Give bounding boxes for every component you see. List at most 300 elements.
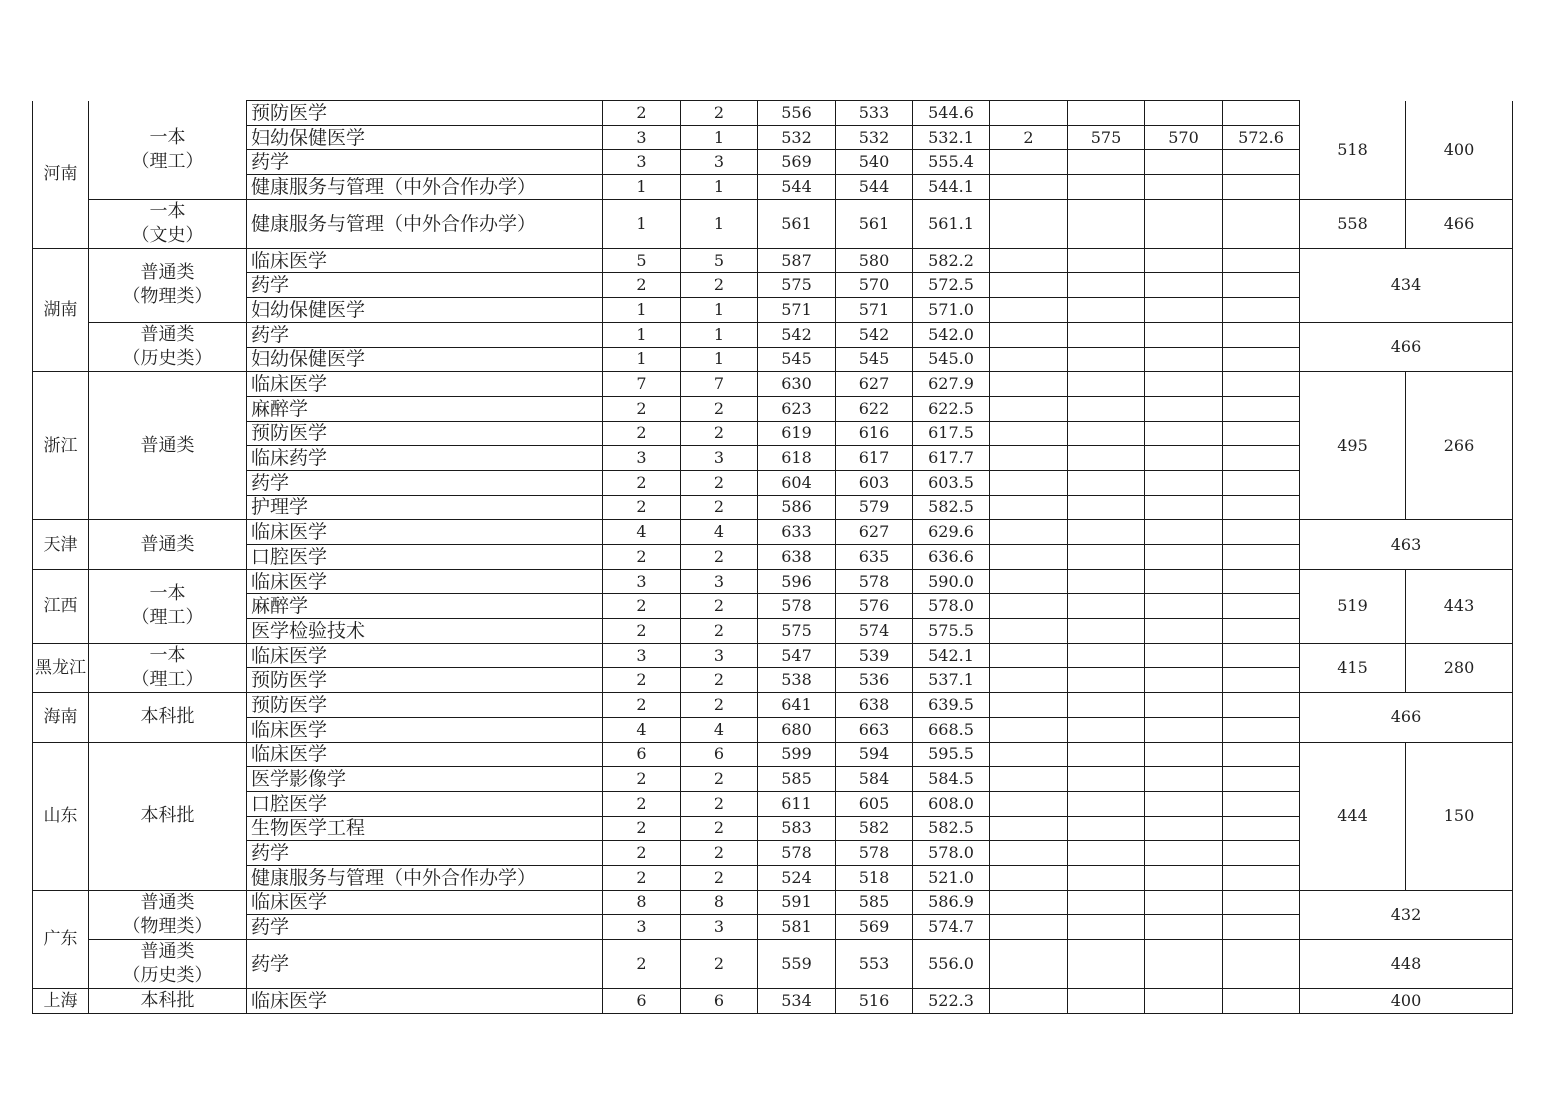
extra-max-cell [1068, 396, 1145, 421]
extra-avg-cell [1223, 495, 1300, 520]
min-score-cell: 533 [836, 101, 913, 126]
max-score-cell: 585 [758, 767, 836, 792]
batch-label-line: （历史类） [122, 348, 213, 369]
extra-avg-cell [1223, 693, 1300, 718]
plan-count-cell: 3 [603, 569, 681, 594]
max-score-cell: 599 [758, 742, 836, 767]
table-row [33, 693, 1513, 718]
province-cell: 江西 [33, 569, 89, 643]
table-row [33, 372, 1513, 397]
batch-cell [89, 569, 247, 643]
extra-count-cell [990, 273, 1068, 298]
extra-max-cell [1068, 199, 1145, 248]
province-cell: 黑龙江 [33, 643, 89, 692]
major-cell: 药学 [247, 150, 603, 175]
control-line-a-cell: 444 [1300, 742, 1406, 890]
table-row [33, 865, 1513, 890]
major-cell: 麻醉学 [247, 594, 603, 619]
batch-label-line: 普通类 [140, 262, 195, 284]
extra-max-cell [1068, 865, 1145, 890]
min-score-cell: 584 [836, 767, 913, 792]
extra-max-cell [1068, 175, 1145, 200]
extra-min-cell [1145, 940, 1223, 989]
extra-count-cell [990, 841, 1068, 866]
plan-count-cell: 7 [603, 372, 681, 397]
avg-score-cell: 572.5 [913, 273, 990, 298]
min-score-cell: 571 [836, 298, 913, 323]
min-score-cell: 617 [836, 446, 913, 471]
extra-max-cell [1068, 545, 1145, 570]
extra-count-cell [990, 989, 1068, 1014]
table-row [33, 446, 1513, 471]
min-score-cell: 578 [836, 569, 913, 594]
extra-min-cell [1145, 175, 1223, 200]
admitted-count-cell: 2 [681, 101, 758, 126]
plan-count-cell: 2 [603, 841, 681, 866]
plan-count-cell: 2 [603, 421, 681, 446]
avg-score-cell: 595.5 [913, 742, 990, 767]
table-row [33, 717, 1513, 742]
extra-max-cell [1068, 989, 1145, 1014]
extra-min-cell [1145, 668, 1223, 693]
min-score-cell: 579 [836, 495, 913, 520]
extra-count-cell [990, 890, 1068, 915]
batch-label-line: （历史类） [122, 965, 213, 986]
extra-min-cell [1145, 619, 1223, 644]
max-score-cell: 623 [758, 396, 836, 421]
extra-max-cell [1068, 322, 1145, 347]
avg-score-cell: 603.5 [913, 470, 990, 495]
extra-max-cell [1068, 890, 1145, 915]
table-row [33, 643, 1513, 668]
extra-min-cell [1145, 890, 1223, 915]
extra-max-cell [1068, 446, 1145, 471]
batch-label-line: 一本 [149, 200, 186, 222]
extra-count-cell [990, 446, 1068, 471]
extra-min-cell [1145, 717, 1223, 742]
max-score-cell: 587 [758, 248, 836, 273]
extra-avg-cell [1223, 248, 1300, 273]
extra-max-cell [1068, 470, 1145, 495]
extra-max-cell [1068, 940, 1145, 989]
min-score-cell: 553 [836, 940, 913, 989]
min-score-cell: 561 [836, 199, 913, 248]
major-cell: 妇幼保健医学 [247, 125, 603, 150]
table-row [33, 520, 1513, 545]
max-score-cell: 569 [758, 150, 836, 175]
batch-cell [89, 101, 247, 200]
extra-min-cell: 570 [1145, 125, 1223, 150]
batch-label-line: （物理类） [122, 915, 213, 937]
admitted-count-cell: 2 [681, 693, 758, 718]
table-row [33, 915, 1513, 940]
avg-score-cell: 617.7 [913, 446, 990, 471]
extra-min-cell [1145, 322, 1223, 347]
province-cell: 广东 [33, 890, 89, 988]
extra-count-cell [990, 915, 1068, 940]
extra-min-cell [1145, 421, 1223, 446]
extra-count-cell [990, 298, 1068, 323]
max-score-cell: 641 [758, 693, 836, 718]
extra-max-cell [1068, 619, 1145, 644]
max-score-cell: 534 [758, 989, 836, 1014]
extra-min-cell [1145, 989, 1223, 1014]
plan-count-cell: 2 [603, 396, 681, 421]
major-cell: 药学 [247, 273, 603, 298]
avg-score-cell: 555.4 [913, 150, 990, 175]
admitted-count-cell: 2 [681, 791, 758, 816]
batch-label-line: 普通类 [140, 434, 195, 456]
plan-count-cell: 3 [603, 150, 681, 175]
max-score-cell: 578 [758, 841, 836, 866]
min-score-cell: 570 [836, 273, 913, 298]
batch-label-line: 本科批 [140, 990, 195, 1011]
extra-count-cell [990, 717, 1068, 742]
avg-score-cell: 617.5 [913, 421, 990, 446]
extra-avg-cell [1223, 717, 1300, 742]
admitted-count-cell: 3 [681, 643, 758, 668]
min-score-cell: 582 [836, 816, 913, 841]
extra-min-cell [1145, 520, 1223, 545]
extra-count-cell [990, 619, 1068, 644]
extra-avg-cell [1223, 446, 1300, 471]
batch-cell [89, 940, 247, 989]
table-body [33, 101, 1513, 1014]
avg-score-cell: 629.6 [913, 520, 990, 545]
batch-cell [89, 989, 247, 1014]
admitted-count-cell: 1 [681, 347, 758, 372]
extra-min-cell [1145, 865, 1223, 890]
extra-avg-cell [1223, 396, 1300, 421]
table-row [33, 742, 1513, 767]
plan-count-cell: 2 [603, 101, 681, 126]
extra-count-cell: 2 [990, 125, 1068, 150]
batch-cell [89, 693, 247, 742]
extra-min-cell [1145, 791, 1223, 816]
extra-count-cell [990, 495, 1068, 520]
table-row [33, 347, 1513, 372]
avg-score-cell: 636.6 [913, 545, 990, 570]
major-cell: 生物医学工程 [247, 816, 603, 841]
extra-count-cell [990, 940, 1068, 989]
min-score-cell: 635 [836, 545, 913, 570]
avg-score-cell: 542.1 [913, 643, 990, 668]
extra-min-cell [1145, 643, 1223, 668]
avg-score-cell: 582.2 [913, 248, 990, 273]
plan-count-cell: 8 [603, 890, 681, 915]
plan-count-cell: 2 [603, 940, 681, 989]
extra-min-cell [1145, 767, 1223, 792]
max-score-cell: 547 [758, 643, 836, 668]
extra-min-cell [1145, 396, 1223, 421]
max-score-cell: 630 [758, 372, 836, 397]
major-cell: 药学 [247, 841, 603, 866]
plan-count-cell: 2 [603, 619, 681, 644]
extra-count-cell [990, 791, 1068, 816]
table-row [33, 545, 1513, 570]
major-cell: 预防医学 [247, 101, 603, 126]
extra-count-cell [990, 594, 1068, 619]
extra-avg-cell [1223, 619, 1300, 644]
extra-avg-cell [1223, 150, 1300, 175]
extra-count-cell [990, 742, 1068, 767]
extra-avg-cell [1223, 865, 1300, 890]
control-line-a-cell: 519 [1300, 569, 1406, 643]
control-line-b-cell: 150 [1406, 742, 1513, 890]
max-score-cell: 583 [758, 816, 836, 841]
plan-count-cell: 1 [603, 298, 681, 323]
batch-label-line: 本科批 [140, 805, 195, 827]
table-row [33, 470, 1513, 495]
control-line-cell: 400 [1300, 989, 1513, 1014]
max-score-cell: 591 [758, 890, 836, 915]
extra-count-cell [990, 347, 1068, 372]
extra-avg-cell [1223, 372, 1300, 397]
max-score-cell: 575 [758, 619, 836, 644]
min-score-cell: 540 [836, 150, 913, 175]
extra-min-cell [1145, 372, 1223, 397]
table-row [33, 273, 1513, 298]
extra-min-cell [1145, 495, 1223, 520]
extra-min-cell [1145, 594, 1223, 619]
table-row [33, 569, 1513, 594]
extra-avg-cell [1223, 668, 1300, 693]
admitted-count-cell: 3 [681, 569, 758, 594]
avg-score-cell: 544.1 [913, 175, 990, 200]
plan-count-cell: 2 [603, 273, 681, 298]
avg-score-cell: 668.5 [913, 717, 990, 742]
province-cell: 海南 [33, 693, 89, 742]
plan-count-cell: 1 [603, 347, 681, 372]
table-row [33, 421, 1513, 446]
major-cell: 口腔医学 [247, 791, 603, 816]
max-score-cell: 680 [758, 717, 836, 742]
max-score-cell: 619 [758, 421, 836, 446]
max-score-cell: 561 [758, 199, 836, 248]
batch-label-line: （文史） [131, 224, 204, 246]
batch-cell [89, 199, 247, 248]
major-cell: 健康服务与管理（中外合作办学） [247, 865, 603, 890]
extra-avg-cell [1223, 322, 1300, 347]
avg-score-cell: 542.0 [913, 322, 990, 347]
min-score-cell: 545 [836, 347, 913, 372]
extra-max-cell [1068, 273, 1145, 298]
major-cell: 健康服务与管理（中外合作办学） [247, 175, 603, 200]
major-cell: 药学 [247, 322, 603, 347]
table-row [33, 101, 1513, 126]
extra-max-cell [1068, 150, 1145, 175]
extra-max-cell [1068, 791, 1145, 816]
batch-cell [89, 742, 247, 890]
extra-min-cell [1145, 248, 1223, 273]
extra-count-cell [990, 175, 1068, 200]
avg-score-cell: 574.7 [913, 915, 990, 940]
province-cell: 山东 [33, 742, 89, 890]
admitted-count-cell: 4 [681, 717, 758, 742]
max-score-cell: 524 [758, 865, 836, 890]
control-line-cell: 466 [1300, 693, 1513, 742]
batch-label-line: 普通类 [140, 533, 195, 555]
plan-count-cell: 5 [603, 248, 681, 273]
plan-count-cell: 4 [603, 520, 681, 545]
min-score-cell: 580 [836, 248, 913, 273]
admitted-count-cell: 1 [681, 125, 758, 150]
extra-avg-cell [1223, 841, 1300, 866]
max-score-cell: 633 [758, 520, 836, 545]
extra-max-cell [1068, 816, 1145, 841]
admitted-count-cell: 7 [681, 372, 758, 397]
extra-avg-cell [1223, 767, 1300, 792]
province-cell: 浙江 [33, 372, 89, 520]
extra-avg-cell [1223, 470, 1300, 495]
admitted-count-cell: 4 [681, 520, 758, 545]
extra-min-cell [1145, 101, 1223, 126]
major-cell: 预防医学 [247, 693, 603, 718]
avg-score-cell: 545.0 [913, 347, 990, 372]
extra-max-cell [1068, 520, 1145, 545]
major-cell: 医学检验技术 [247, 619, 603, 644]
table-row [33, 767, 1513, 792]
plan-count-cell: 2 [603, 668, 681, 693]
max-score-cell: 638 [758, 545, 836, 570]
batch-label-line: 普通类 [140, 941, 195, 962]
admitted-count-cell: 3 [681, 915, 758, 940]
extra-min-cell [1145, 693, 1223, 718]
extra-count-cell [990, 816, 1068, 841]
extra-avg-cell [1223, 915, 1300, 940]
extra-count-cell [990, 101, 1068, 126]
table-row [33, 890, 1513, 915]
admitted-count-cell: 1 [681, 199, 758, 248]
avg-score-cell: 608.0 [913, 791, 990, 816]
plan-count-cell: 1 [603, 199, 681, 248]
extra-min-cell [1145, 446, 1223, 471]
avg-score-cell: 575.5 [913, 619, 990, 644]
plan-count-cell: 2 [603, 470, 681, 495]
extra-count-cell [990, 668, 1068, 693]
extra-count-cell [990, 150, 1068, 175]
extra-max-cell [1068, 495, 1145, 520]
plan-count-cell: 2 [603, 791, 681, 816]
extra-max-cell [1068, 717, 1145, 742]
max-score-cell: 596 [758, 569, 836, 594]
table-row [33, 989, 1513, 1014]
avg-score-cell: 521.0 [913, 865, 990, 890]
extra-max-cell [1068, 248, 1145, 273]
plan-count-cell: 2 [603, 545, 681, 570]
min-score-cell: 605 [836, 791, 913, 816]
extra-max-cell [1068, 298, 1145, 323]
extra-max-cell [1068, 841, 1145, 866]
plan-count-cell: 3 [603, 915, 681, 940]
table-row [33, 175, 1513, 200]
extra-count-cell [990, 693, 1068, 718]
batch-cell [89, 643, 247, 692]
extra-avg-cell [1223, 791, 1300, 816]
major-cell: 临床医学 [247, 569, 603, 594]
min-score-cell: 627 [836, 372, 913, 397]
max-score-cell: 571 [758, 298, 836, 323]
admitted-count-cell: 2 [681, 495, 758, 520]
max-score-cell: 581 [758, 915, 836, 940]
plan-count-cell: 3 [603, 125, 681, 150]
major-cell: 药学 [247, 470, 603, 495]
plan-count-cell: 1 [603, 322, 681, 347]
extra-max-cell [1068, 643, 1145, 668]
extra-avg-cell [1223, 890, 1300, 915]
plan-count-cell: 2 [603, 865, 681, 890]
batch-label-line: （物理类） [122, 286, 213, 308]
admitted-count-cell: 2 [681, 767, 758, 792]
batch-label-line: 一本 [149, 644, 186, 666]
avg-score-cell: 627.9 [913, 372, 990, 397]
extra-avg-cell [1223, 989, 1300, 1014]
avg-score-cell: 578.0 [913, 841, 990, 866]
extra-avg-cell [1223, 175, 1300, 200]
admitted-count-cell: 3 [681, 446, 758, 471]
avg-score-cell: 537.1 [913, 668, 990, 693]
major-cell: 医学影像学 [247, 767, 603, 792]
extra-avg-cell [1223, 421, 1300, 446]
extra-count-cell [990, 421, 1068, 446]
batch-label-line: 一本 [149, 126, 186, 148]
avg-score-cell: 578.0 [913, 594, 990, 619]
admitted-count-cell: 1 [681, 175, 758, 200]
min-score-cell: 627 [836, 520, 913, 545]
extra-max-cell [1068, 347, 1145, 372]
extra-avg-cell [1223, 742, 1300, 767]
avg-score-cell: 639.5 [913, 693, 990, 718]
control-line-cell: 463 [1300, 520, 1513, 569]
major-cell: 妇幼保健医学 [247, 298, 603, 323]
avg-score-cell: 522.3 [913, 989, 990, 1014]
admitted-count-cell: 3 [681, 150, 758, 175]
extra-min-cell [1145, 915, 1223, 940]
extra-count-cell [990, 248, 1068, 273]
extra-avg-cell [1223, 347, 1300, 372]
extra-max-cell: 575 [1068, 125, 1145, 150]
major-cell: 健康服务与管理（中外合作办学） [247, 199, 603, 248]
batch-cell [89, 890, 247, 939]
plan-count-cell: 6 [603, 742, 681, 767]
admitted-count-cell: 2 [681, 470, 758, 495]
min-score-cell: 516 [836, 989, 913, 1014]
admitted-count-cell: 2 [681, 668, 758, 693]
table-row [33, 125, 1513, 150]
extra-max-cell [1068, 101, 1145, 126]
major-cell: 临床医学 [247, 989, 603, 1014]
max-score-cell: 556 [758, 101, 836, 126]
extra-max-cell [1068, 668, 1145, 693]
avg-score-cell: 561.1 [913, 199, 990, 248]
avg-score-cell: 582.5 [913, 495, 990, 520]
min-score-cell: 638 [836, 693, 913, 718]
admitted-count-cell: 2 [681, 396, 758, 421]
plan-count-cell: 6 [603, 989, 681, 1014]
admitted-count-cell: 2 [681, 841, 758, 866]
plan-count-cell: 1 [603, 175, 681, 200]
table-row [33, 619, 1513, 644]
min-score-cell: 663 [836, 717, 913, 742]
major-cell: 预防医学 [247, 668, 603, 693]
major-cell: 药学 [247, 915, 603, 940]
min-score-cell: 544 [836, 175, 913, 200]
extra-count-cell [990, 643, 1068, 668]
province-cell: 湖南 [33, 248, 89, 371]
admitted-count-cell: 1 [681, 298, 758, 323]
table-row [33, 322, 1513, 347]
control-line-a-cell: 495 [1300, 372, 1406, 520]
